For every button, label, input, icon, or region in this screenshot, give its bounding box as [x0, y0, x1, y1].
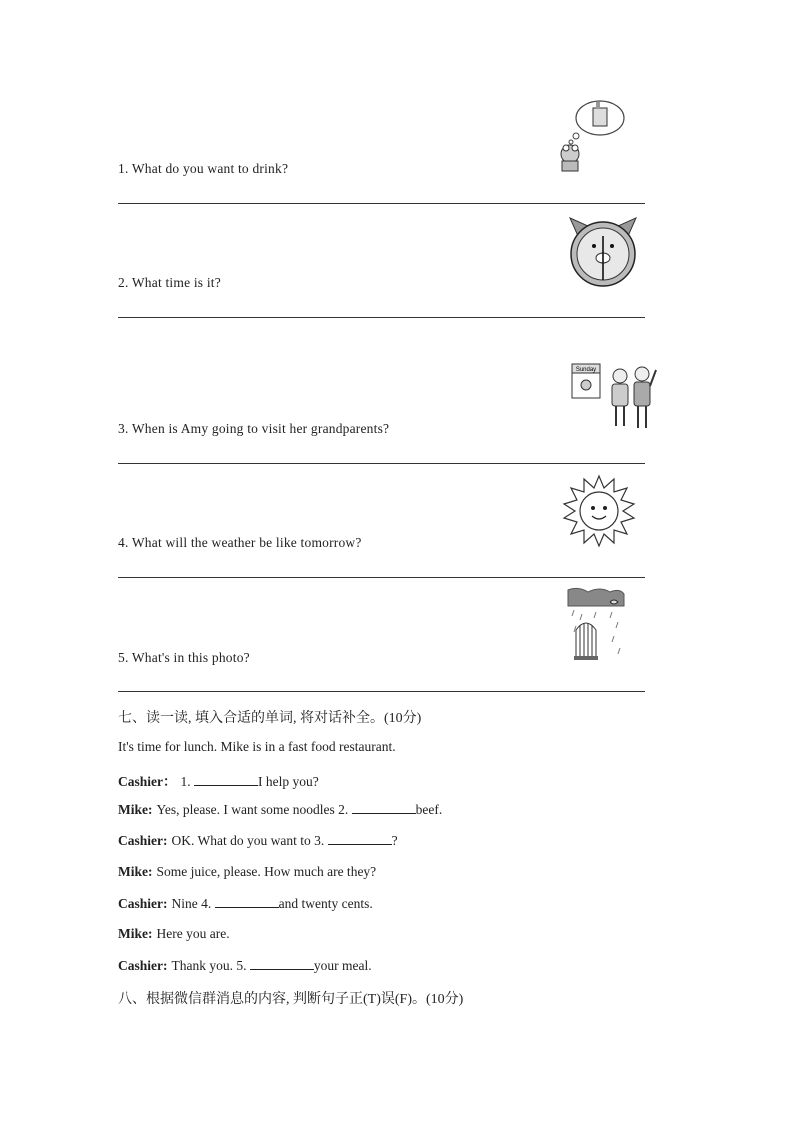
section-8-heading: 八、根据微信群消息的内容, 判断句子正(T)误(F)。(10分) [118, 992, 464, 1007]
speaker: Cashier: [118, 958, 168, 973]
line-text: Yes, please. I want some noodles 2. [156, 802, 352, 817]
speaker: Mike: [118, 926, 153, 941]
pig-clock-icon [566, 214, 640, 288]
calendar-text: Sunday [575, 367, 597, 373]
dialogue-line-5 [118, 895, 373, 912]
question-5: 5. What's in this photo? [118, 650, 250, 665]
answer-line-3[interactable] [118, 463, 645, 464]
line-text-after: ? [391, 833, 398, 848]
speaker: Cashier: [118, 896, 168, 911]
line-text: 1. [180, 774, 194, 789]
speaker: Cashier： [118, 774, 177, 789]
line-text-after: and twenty cents. [278, 896, 373, 911]
question-4: 4. What will the weather be like tomorrow? [118, 535, 362, 550]
line-text: Here you are. [156, 926, 230, 941]
answer-line-4[interactable] [118, 577, 645, 578]
dialogue-line-2 [118, 801, 442, 818]
question-1: 1. What do you want to drink? [118, 161, 289, 176]
answer-line-2[interactable] [118, 317, 645, 318]
speaker: Mike: [118, 864, 153, 879]
line-text-after: beef. [415, 802, 443, 817]
blank-3[interactable] [328, 832, 392, 845]
line-text: Some juice, please. How much are they? [156, 864, 377, 879]
question-3: 3. When is Amy going to visit her grandparents? [118, 421, 390, 436]
blank-5[interactable] [250, 957, 314, 970]
dialogue-line-7 [118, 957, 372, 974]
dialogue-line-1 [118, 770, 319, 790]
question-2: 2. What time is it? [118, 275, 221, 290]
sunday-calendar-grandparents-icon [568, 360, 660, 432]
rain-birdcage-icon [566, 586, 626, 666]
speaker: Mike: [118, 802, 153, 817]
sun-icon [562, 474, 636, 548]
juice-thought-bubble-icon [556, 98, 628, 174]
line-text: Thank you. 5. [171, 958, 250, 973]
section-7-intro: It's time for lunch. Mike is in a fast food restaurant. [118, 739, 396, 754]
line-text-after: I help you? [258, 774, 319, 789]
blank-2[interactable] [352, 801, 416, 814]
answer-line-5[interactable] [118, 691, 645, 692]
dialogue-line-4 [118, 864, 376, 880]
dialogue-line-6 [118, 926, 230, 942]
blank-4[interactable] [215, 895, 279, 908]
line-text-after: your meal. [313, 958, 372, 973]
line-text: OK. What do you want to 3. [171, 833, 328, 848]
blank-1[interactable] [194, 773, 258, 786]
answer-line-1[interactable] [118, 203, 645, 204]
line-text: Nine 4. [171, 896, 215, 911]
speaker: Cashier: [118, 833, 168, 848]
dialogue-line-3 [118, 832, 398, 849]
section-7-heading: 七、读一读, 填入合适的单词, 将对话补全。(10分) [118, 711, 422, 726]
